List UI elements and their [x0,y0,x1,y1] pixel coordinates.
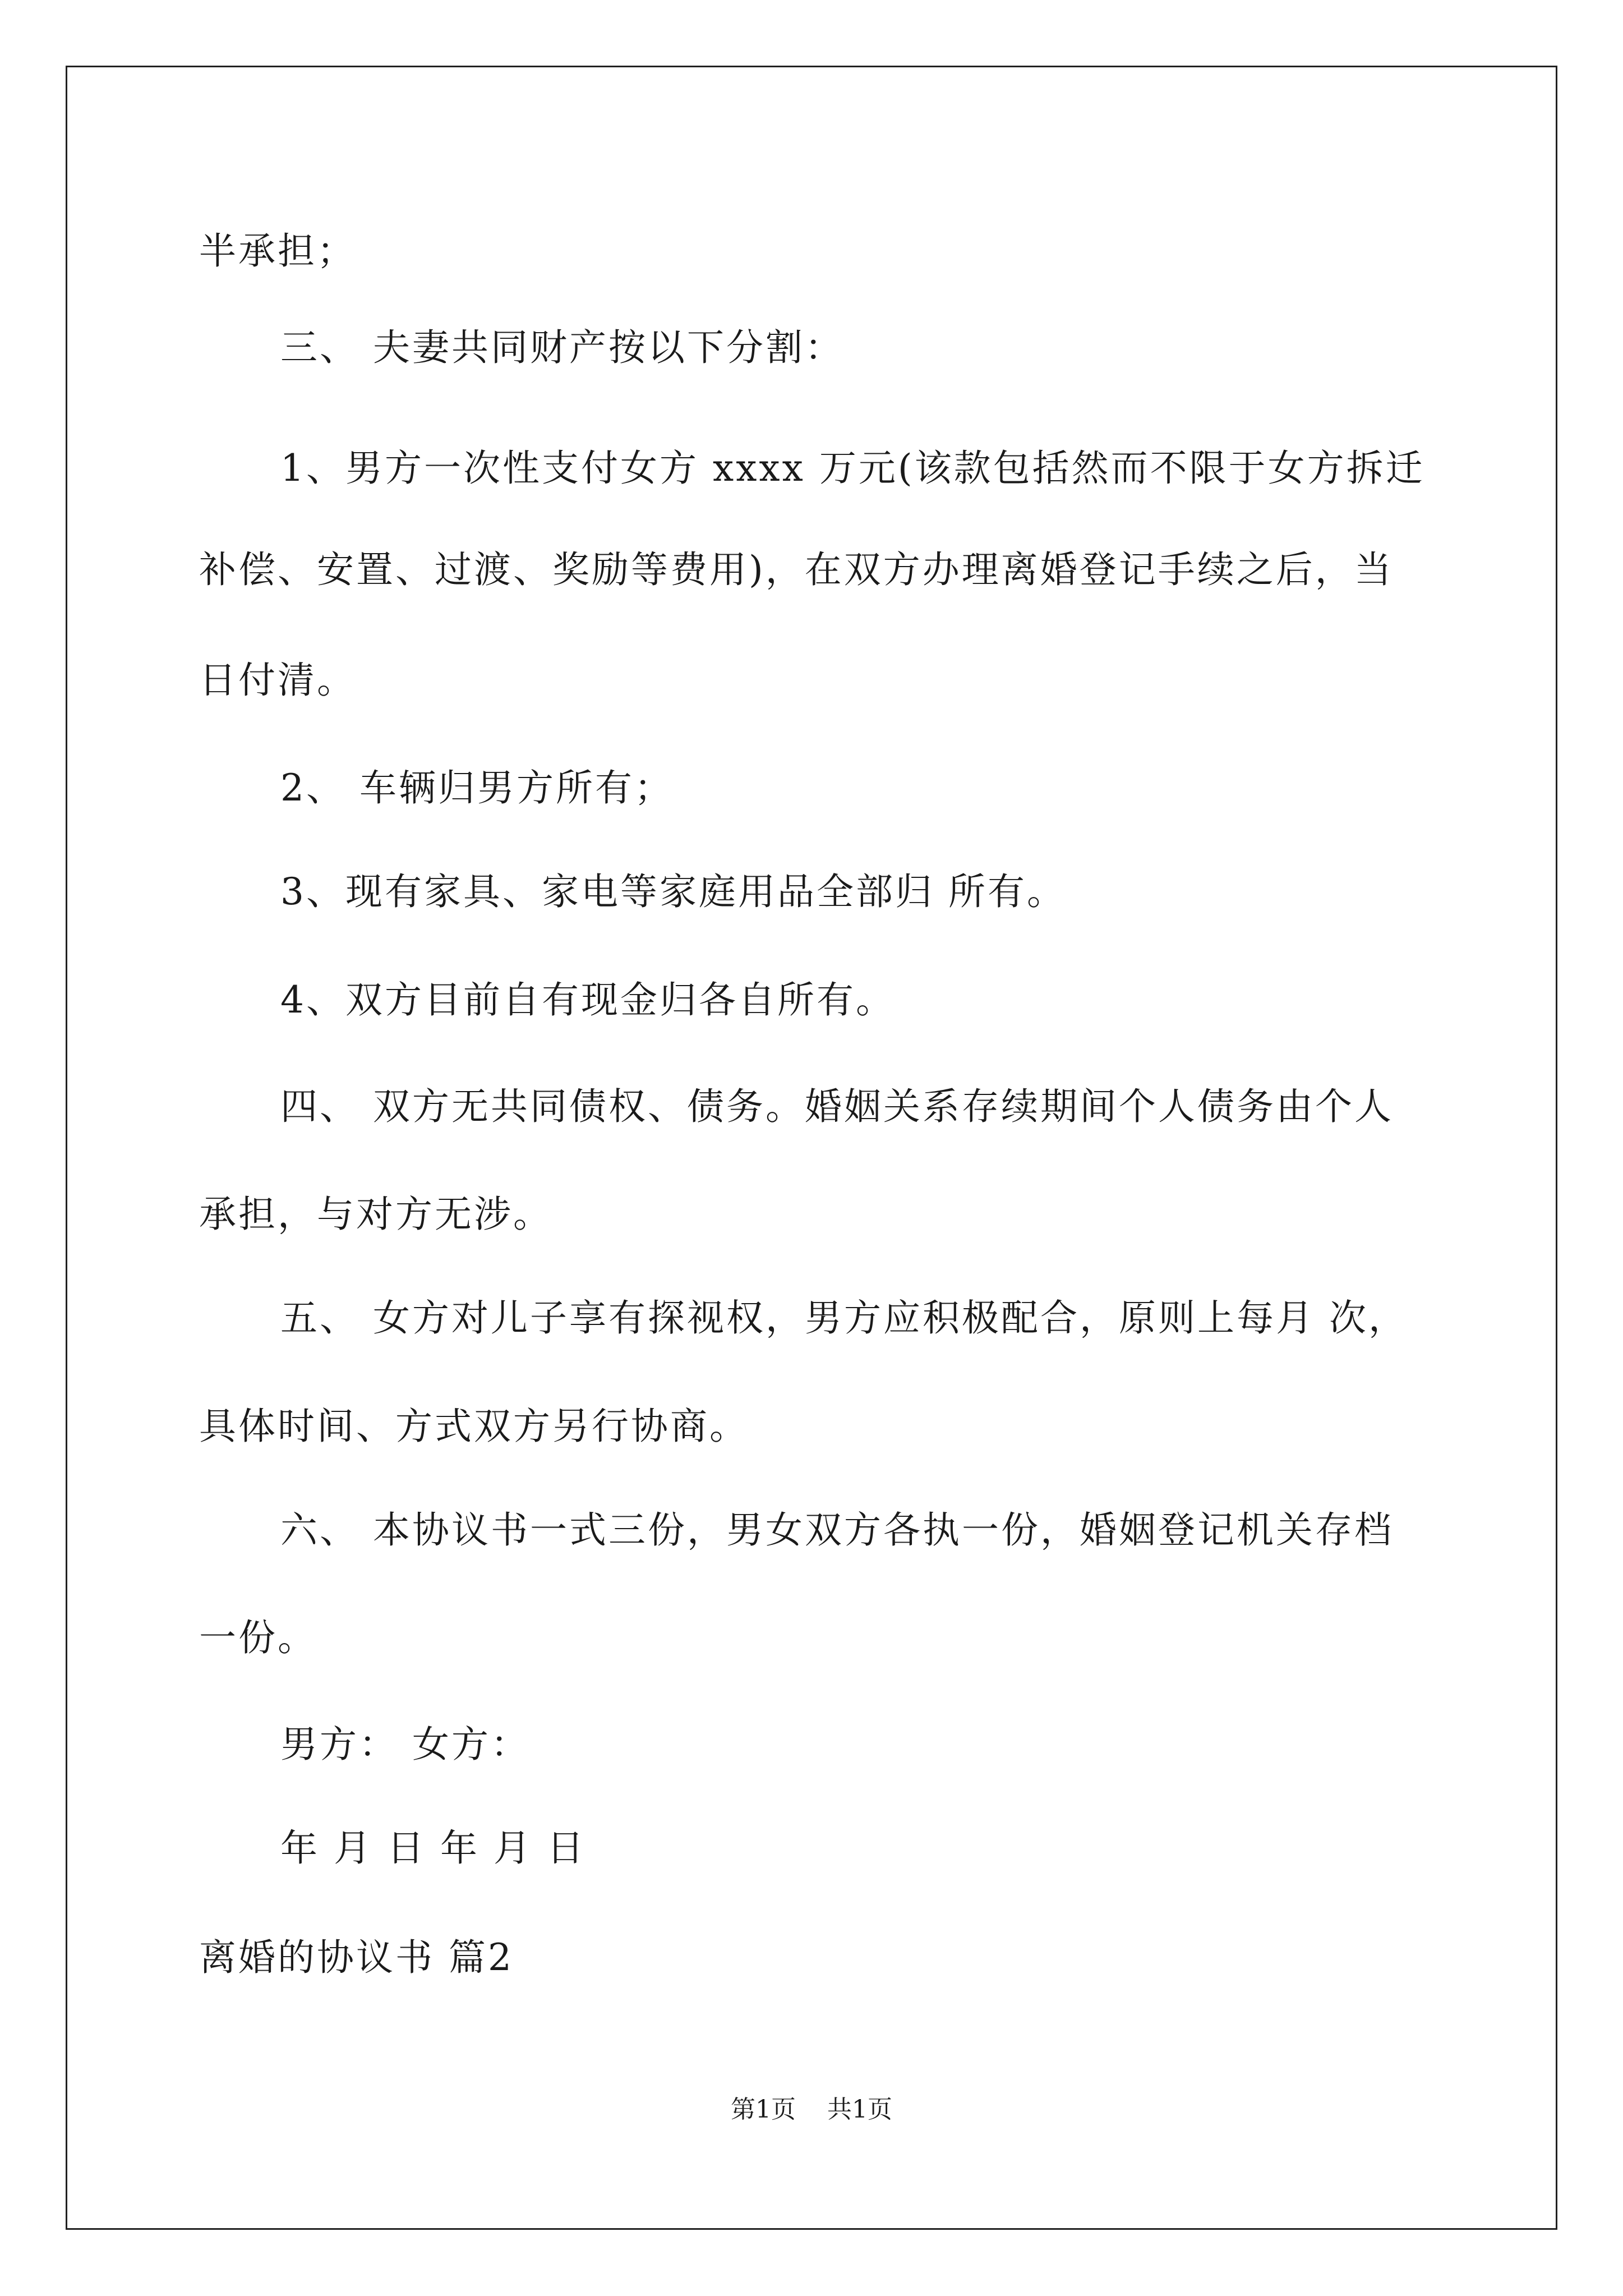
text-line-1: 半承担； [199,229,356,273]
text-line-3: 1、男方一次性支付女方 xxxx 万元(该款包括然而不限于女方拆迁 [280,447,1425,490]
section-six-heading: 六、 本协议书一式三份，男女双方各执一份，婚姻登记机关存档 [280,1508,1394,1552]
section-four-heading: 四、 双方无共同债权、债务。婚姻关系存续期间个人债务由个人 [280,1085,1394,1128]
text-line-8: 4、双方目前自有现金归各自所有。 [280,978,895,1022]
text-line-5: 日付清。 [199,659,356,702]
text-line-14: 一份。 [199,1616,317,1659]
page-number-footer: 第1页 共1页 [731,2095,892,2124]
signature-line: 男方： 女方： [280,1723,530,1766]
text-line-12: 具体时间、方式双方另行协商。 [199,1405,749,1448]
text-line-10: 承担，与对方无涉。 [199,1193,552,1236]
section-three-heading: 三、 夫妻共同财产按以下分割： [280,326,844,369]
next-document-heading: 离婚的协议书 篇2 [199,1936,514,1979]
page-border [66,66,1557,2230]
text-line-6: 2、 车辆归男方所有； [280,766,674,809]
date-line: 年 月 日 年 月 日 [280,1826,586,1870]
text-line-7: 3、现有家具、家电等家庭用品全部归 所有。 [280,870,1066,913]
text-line-4: 补偿、安置、过渡、奖励等费用)，在双方办理离婚登记手续之后，当 [199,548,1394,591]
section-five-heading: 五、 女方对儿子享有探视权，男方应积极配合，原则上每月 次， [280,1296,1408,1340]
